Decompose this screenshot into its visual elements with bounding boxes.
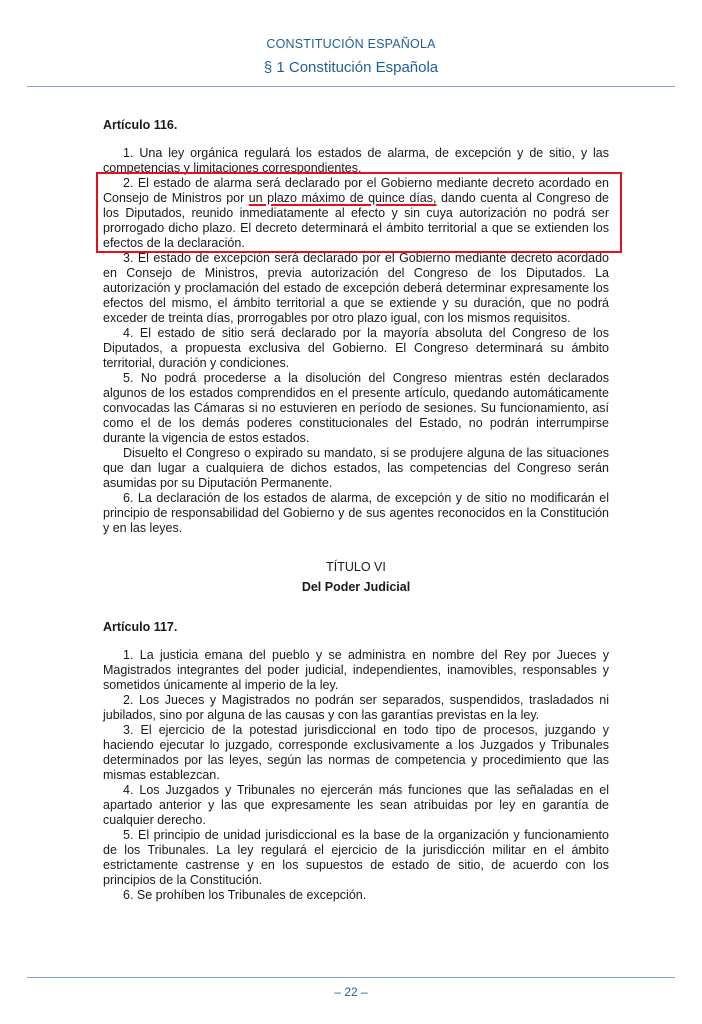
article-116-paragraph-5: 5. No podrá procederse a la disolución del Congreso mientras estén declarados algunos de los estados comprendidos en el presente artículo, quedando automáticamente convocadas las Cámaras si no estuvieren en período de sesiones. Su funcionamiento, así como el de los demás poderes constitucionales del Estado, no podrán interrumpirse durante la vigencia de estos estados.: [103, 371, 609, 445]
header-document-title: CONSTITUCIÓN ESPAÑOLA: [266, 37, 436, 51]
paragraph-2-text-end: dando cuenta al Congreso de los Diputados, reunido inmediatamente al efecto y sin cuya autorización no podrá ser prorrogado dicho plazo. El decreto determinará el ámbito territorial a que se extienden los efectos de la declaración.: [103, 191, 609, 250]
title-vi-name: Del Poder Judicial: [301, 580, 411, 594]
document-body: [103, 118, 609, 903]
header-section-title: § 1 Constitución Española: [263, 59, 439, 76]
article-116-paragraph-2-highlighted: [103, 176, 609, 251]
article-117-paragraph-4: 4. Los Juzgados y Tribunales no ejercerán más funciones que las señaladas en el apartado anterior y las que expresamente les sean atribuidas por ley en garantía de cualquier derecho.: [103, 783, 609, 827]
article-116-heading: Artículo 116.: [103, 118, 178, 132]
header-divider: [27, 86, 675, 87]
article-116-paragraph-6: 6. La declaración de los estados de alarma, de excepción y de sitio no modificarán el principio de responsabilidad del Gobierno y de sus agentes reconocidos en la Constitución y en las leyes.: [103, 491, 609, 535]
title-vi-label: TÍTULO VI: [326, 560, 386, 574]
article-117-heading: Artículo 117.: [103, 620, 178, 634]
article-117-paragraph-2: 2. Los Jueces y Magistrados no podrán ser separados, suspendidos, trasladados ni jubilados, sino por alguna de las causas y con las garantías previstas en la ley.: [103, 693, 609, 722]
article-116-paragraph-4: 4. El estado de sitio será declarado por la mayoría absoluta del Congreso de los Diputados, a propuesta exclusiva del Gobierno. El Congreso determinará su ámbito territorial, duración y condiciones.: [103, 326, 609, 370]
paragraph-2-text-start: 2. El estado de alarma será declarado por el Gobierno mediante decreto acordado en Consejo de Ministros por: [103, 176, 609, 205]
article-116-paragraph-5b: Disuelto el Congreso o expirado su mandato, si se produjere alguna de las situaciones que dan lugar a cualquiera de dichos estados, las competencias del Congreso serán asumidas por su Diputación Permanente.: [103, 446, 609, 490]
article-117-paragraph-6: 6. Se prohíben los Tribunales de excepción.: [123, 888, 367, 902]
article-116-paragraph-3: 3. El estado de excepción será declarado por el Gobierno mediante decreto acordado en Consejo de Ministros, previa autorización del Congreso de los Diputados. La autorización y proclamación del estado de excepción deberá determinar expresamente los efectos del mismo, el ámbito territorial a que se extiende y su duración, que no podrá exceder de treinta días, prorrogables por otro plazo igual, con los mismos requisitos.: [103, 251, 609, 325]
article-117-paragraph-5: 5. El principio de unidad jurisdiccional es la base de la organización y funcionamiento de los Tribunales. La ley regulará el ejercicio de la jurisdicción militar en el ámbito estrictamente castrense y en los supuestos de estado de sitio, de acuerdo con los principios de la Constitución.: [103, 828, 609, 887]
article-117-paragraph-1: 1. La justicia emana del pueblo y se administra en nombre del Rey por Jueces y Magistrados integrantes del poder judicial, independientes, inamovibles, responsables y sometidos únicamente al imperio de la ley.: [103, 648, 609, 692]
page-number: – 22 –: [334, 985, 368, 999]
footer-divider: [27, 977, 675, 978]
article-116-paragraph-1: 1. Una ley orgánica regulará los estados de alarma, de excepción y de sitio, y las competencias y limitaciones correspondientes.: [103, 146, 609, 175]
red-underlined-phrase: un plazo máximo de quince días,: [248, 191, 437, 205]
article-117-paragraph-3: 3. El ejercicio de la potestad jurisdiccional en todo tipo de procesos, juzgando y haciendo ejecutar lo juzgado, corresponde exclusivamente a los Juzgados y Tribunales determinados por las leyes, según las normas de competencia y procedimiento que las mismas establezcan.: [103, 723, 609, 782]
